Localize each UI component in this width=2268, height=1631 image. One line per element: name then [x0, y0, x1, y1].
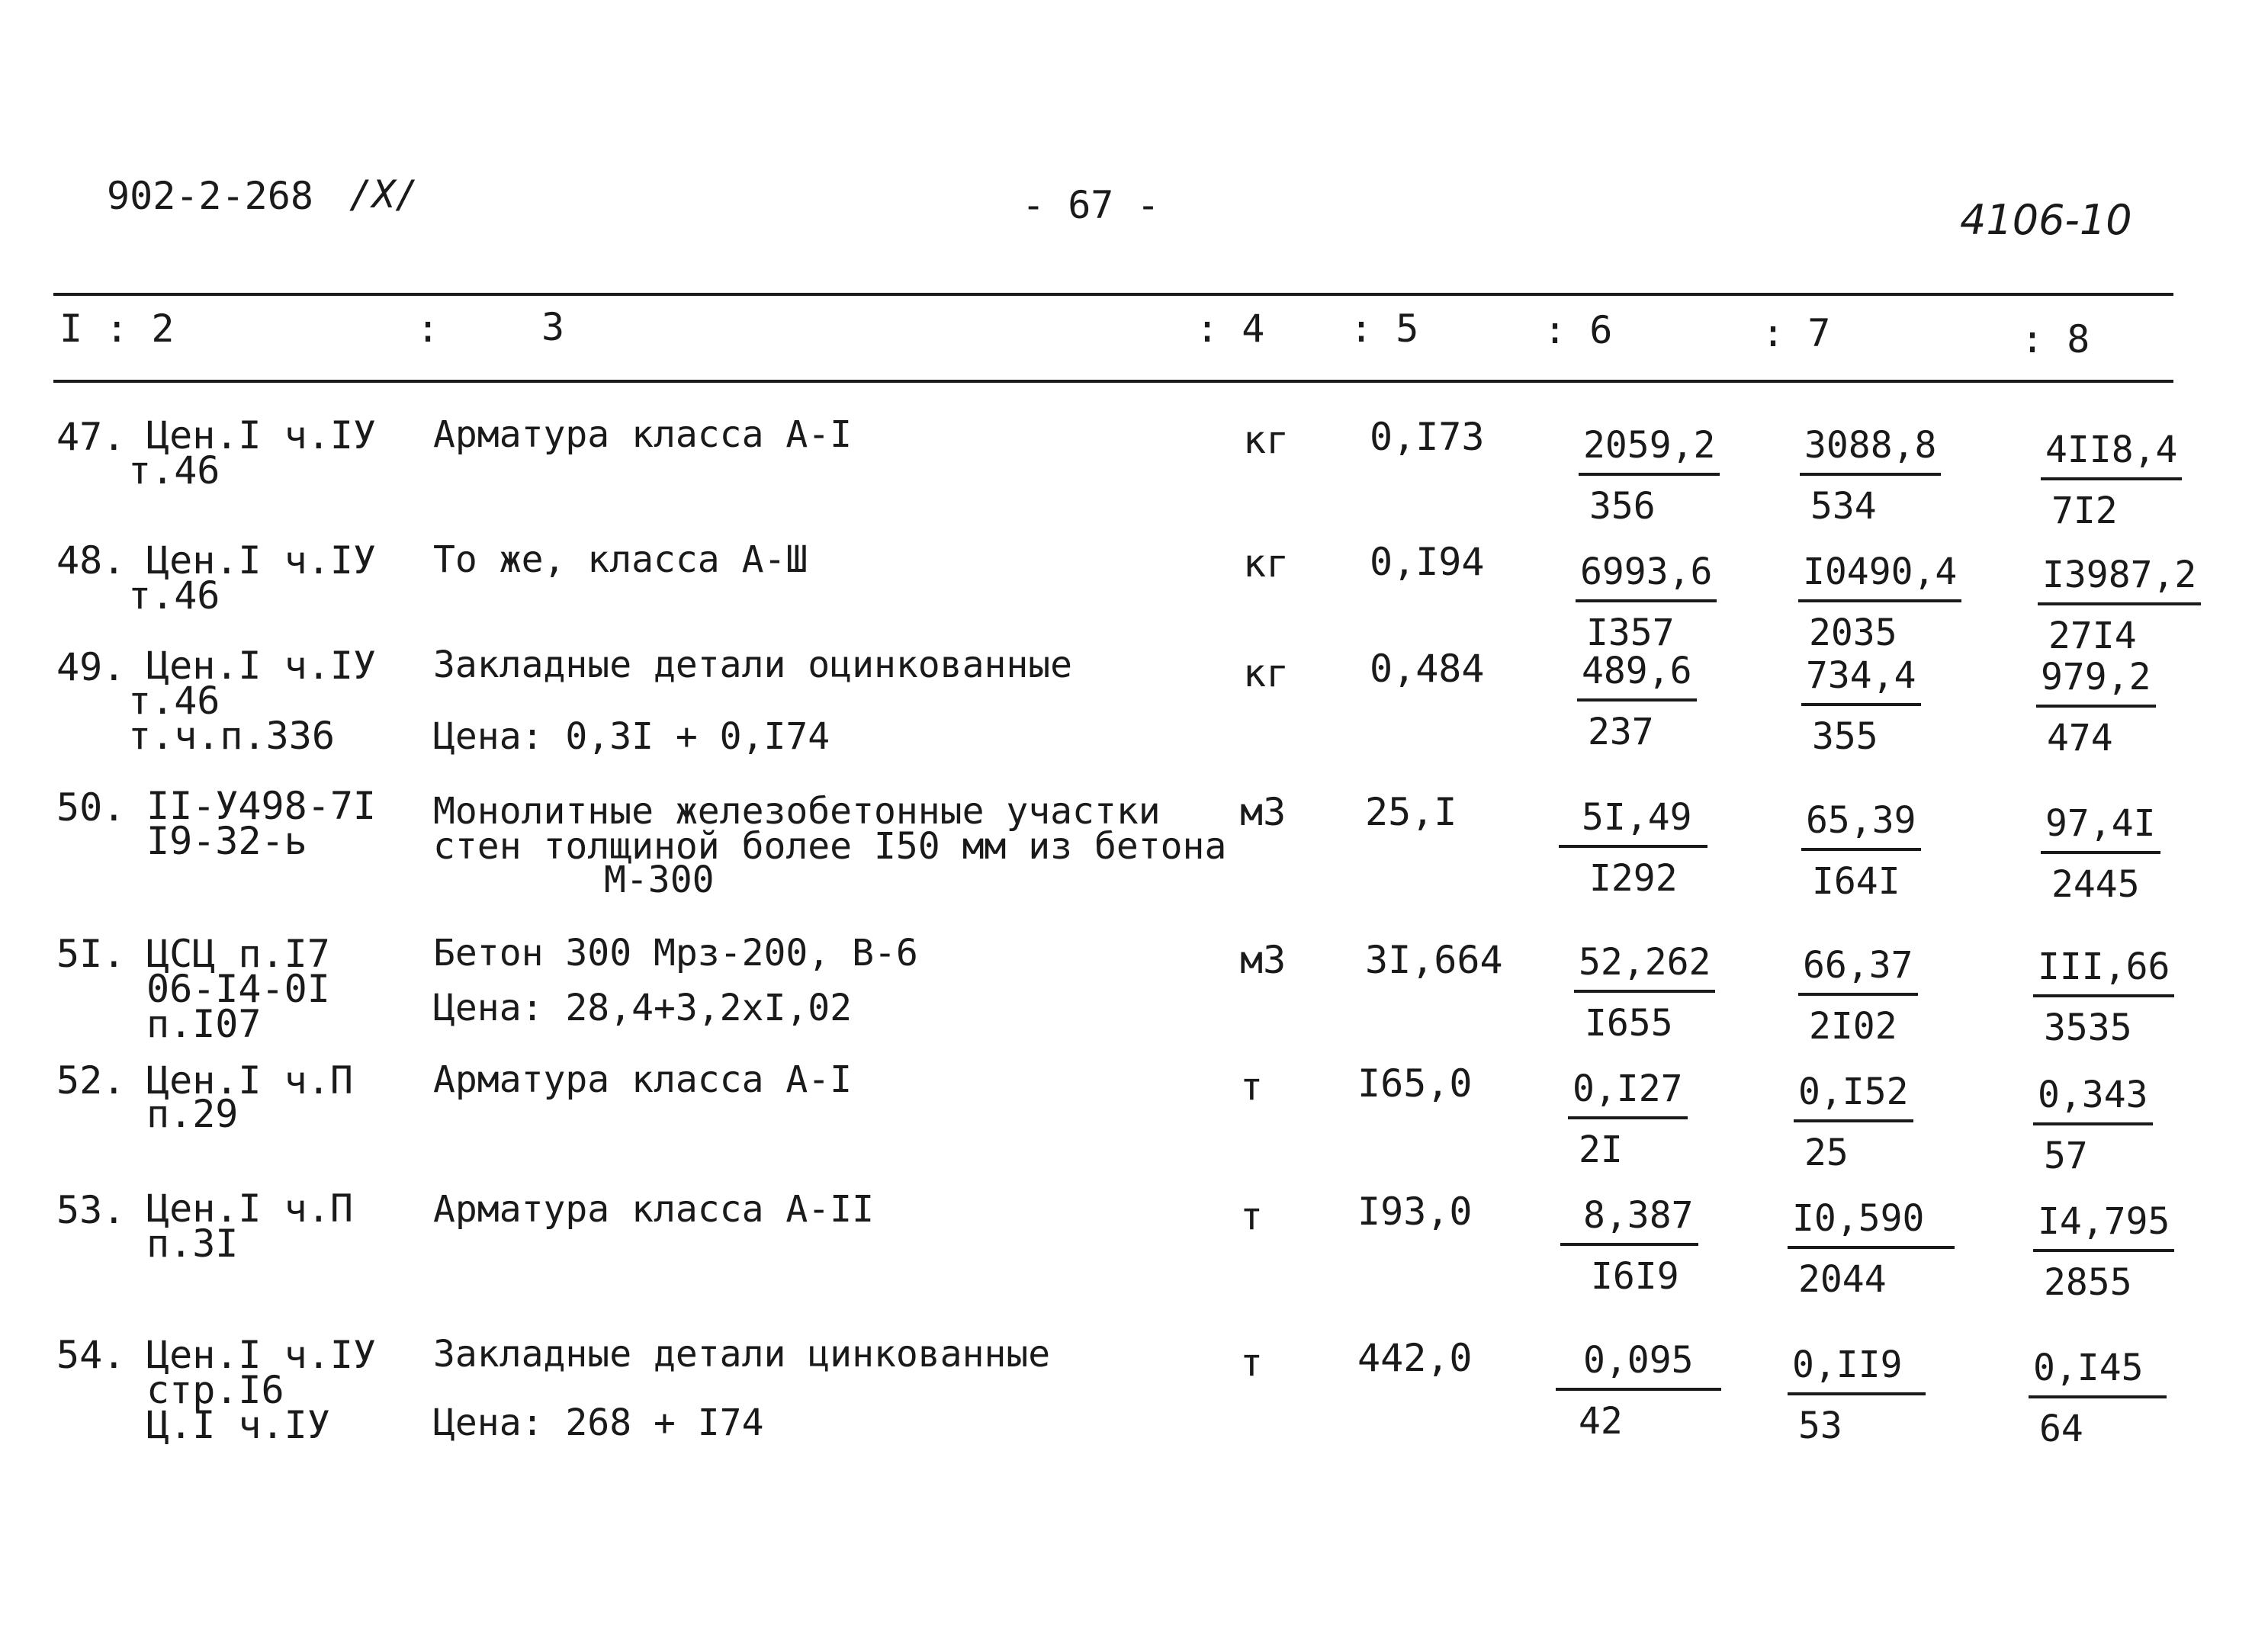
document-code: 902-2-268: [107, 174, 313, 218]
row-value-col8: III,66 3535: [2033, 946, 2174, 1049]
row-quantity: 0,I94: [1370, 540, 1485, 584]
column-header-7: : 7: [1762, 311, 1831, 355]
row-unit: м3: [1240, 938, 1287, 982]
row-value-col8: $\frac{979,2}{474}$: [2036, 656, 2156, 759]
row-number: 52.: [56, 1058, 126, 1103]
row-price-formula: Цена: 268 + I74: [433, 1401, 764, 1444]
row-norm-code: т.46: [128, 573, 220, 618]
archive-code: 4106-10: [1960, 196, 2132, 244]
row-value-col7: $\frac{I0,590}{2044}$: [1788, 1197, 1955, 1301]
row-unit: кг: [1243, 418, 1290, 462]
row-value-col6: $\frac{489,6}{237}$: [1577, 650, 1697, 753]
row-number: 5I.: [56, 932, 126, 976]
column-header-1-2: I : 2: [59, 307, 175, 351]
row-number: 53.: [56, 1188, 126, 1232]
row-unit: т: [1240, 1064, 1264, 1109]
row-norm-code: п.I07: [146, 1002, 262, 1046]
row-quantity: 0,484: [1370, 647, 1485, 691]
row-description: То же, класса А-Ш: [433, 538, 808, 581]
row-norm-code: Цен.I ч.IУ: [146, 1333, 377, 1377]
row-value-col6: $\frac{5I,49}{I292}$: [1559, 796, 1707, 900]
row-price-formula: Цена: 0,3I + 0,I74: [433, 715, 830, 758]
row-description: Монолитные железобетонные участки: [433, 790, 1161, 833]
header-bottom-rule: [53, 380, 2173, 383]
column-header-6: : 6: [1544, 308, 1613, 352]
row-value-col8: $\frac{97,4I}{2445}$: [2041, 802, 2160, 906]
row-norm-code: I9-32-ь: [146, 819, 307, 863]
row-norm-code: Цен.I ч.П: [146, 1186, 353, 1231]
row-norm-code: т.46: [128, 448, 220, 493]
row-norm-code: т.ч.п.336: [128, 714, 335, 758]
row-description: Закладные детали оцинкованные: [433, 644, 1073, 686]
row-description: стен толщиной более I50 мм из бетона: [433, 825, 1227, 868]
row-norm-code: п.29: [146, 1092, 239, 1136]
row-quantity: 0,I73: [1370, 415, 1485, 459]
row-unit: кг: [1243, 541, 1290, 586]
row-norm-code: п.3I: [146, 1222, 239, 1266]
row-value-col7: $\frac{I0490,4}{2035}$: [1798, 551, 1961, 654]
row-norm-code: II-У498-7I: [146, 784, 377, 828]
row-norm-code: т.46: [128, 679, 220, 723]
row-value-col6: $\frac{2059,2}{356}$: [1579, 424, 1720, 528]
row-norm-code: Ц.I ч.IУ: [146, 1403, 330, 1447]
row-unit: кг: [1243, 651, 1290, 695]
row-norm-code: 06-I4-0I: [146, 967, 330, 1011]
header-top-rule: [53, 293, 2173, 296]
row-value-col7: $\frac{65,39}{I64I}$: [1801, 799, 1921, 903]
row-unit: т: [1240, 1194, 1264, 1238]
row-value-col6: $\frac{0,095}{42}$: [1556, 1339, 1721, 1443]
row-unit: т: [1240, 1340, 1264, 1385]
row-description: Арматура класса А-II: [433, 1188, 874, 1231]
row-value-col6: $\frac{8,387}{I6I9}$: [1560, 1194, 1698, 1298]
row-number: 49.: [56, 645, 126, 689]
column-header-3: 3: [541, 305, 565, 349]
row-description: Арматура класса А-I: [433, 1058, 853, 1101]
row-value-col8: $\frac{I4,795}{2855}$: [2033, 1200, 2174, 1304]
row-quantity: 442,0: [1357, 1336, 1473, 1380]
row-number: 48.: [56, 538, 126, 583]
row-value-col7: $\frac{3088,8}{534}$: [1800, 424, 1941, 528]
row-description: Закладные детали цинкованные: [433, 1333, 1051, 1376]
row-value-col7: $\frac{734,4}{355}$: [1801, 654, 1921, 758]
row-description: Бетон 300 Мрз-200, В-6: [433, 932, 918, 974]
row-norm-code: Цен.I ч.IУ: [146, 538, 377, 583]
row-unit: м3: [1240, 790, 1287, 834]
row-price-formula: Цена: 28,4+3,2хI,02: [433, 987, 853, 1029]
column-header-4: : 4: [1196, 307, 1265, 351]
row-norm-code: ЦСЦ п.I7: [146, 932, 330, 976]
row-quantity: I93,0: [1357, 1190, 1473, 1234]
row-number: 50.: [56, 785, 126, 830]
row-value-col7: $\frac{0,II9}{53}$: [1788, 1344, 1926, 1447]
column-header-8: : 8: [2021, 317, 2090, 361]
column-header-separator: :: [416, 307, 440, 351]
row-value-col6: $\frac{52,262}{I655}$: [1574, 941, 1715, 1045]
column-header-5: : 5: [1350, 307, 1419, 351]
row-norm-code: Цен.I ч.IУ: [146, 413, 377, 458]
row-number: 47.: [56, 415, 126, 459]
row-quantity: 25,I: [1365, 790, 1457, 834]
row-value-col6: $\frac{0,I27}{2I}$: [1568, 1068, 1688, 1171]
row-value-col8: $\frac{4II8,4}{7I2}$: [2041, 429, 2182, 532]
row-value-col8: $\frac{0,I45}{64}$: [2029, 1347, 2167, 1450]
page-number: - 67 -: [1022, 183, 1160, 227]
row-quantity: I65,0: [1357, 1061, 1473, 1106]
row-description: М-300: [604, 859, 715, 901]
row-description: Арматура класса А-I: [433, 413, 853, 456]
row-value-col7: $\frac{66,37}{2I02}$: [1798, 944, 1918, 1048]
row-norm-code: Цен.I ч.П: [146, 1058, 353, 1103]
document-volume: /X/: [349, 172, 419, 217]
row-value-col7: $\frac{0,I52}{25}$: [1794, 1071, 1913, 1174]
row-quantity: 3I,664: [1365, 938, 1503, 982]
row-number: 54.: [56, 1333, 126, 1377]
row-value-col8: $\frac{0,343}{57}$: [2033, 1074, 2153, 1177]
row-norm-code: Цен.I ч.IУ: [146, 644, 377, 688]
row-value-col8: $\frac{I3987,2}{27I4}$: [2038, 554, 2201, 657]
row-norm-code: стр.I6: [146, 1368, 284, 1412]
row-value-col6: $\frac{6993,6}{I357}$: [1576, 551, 1717, 654]
